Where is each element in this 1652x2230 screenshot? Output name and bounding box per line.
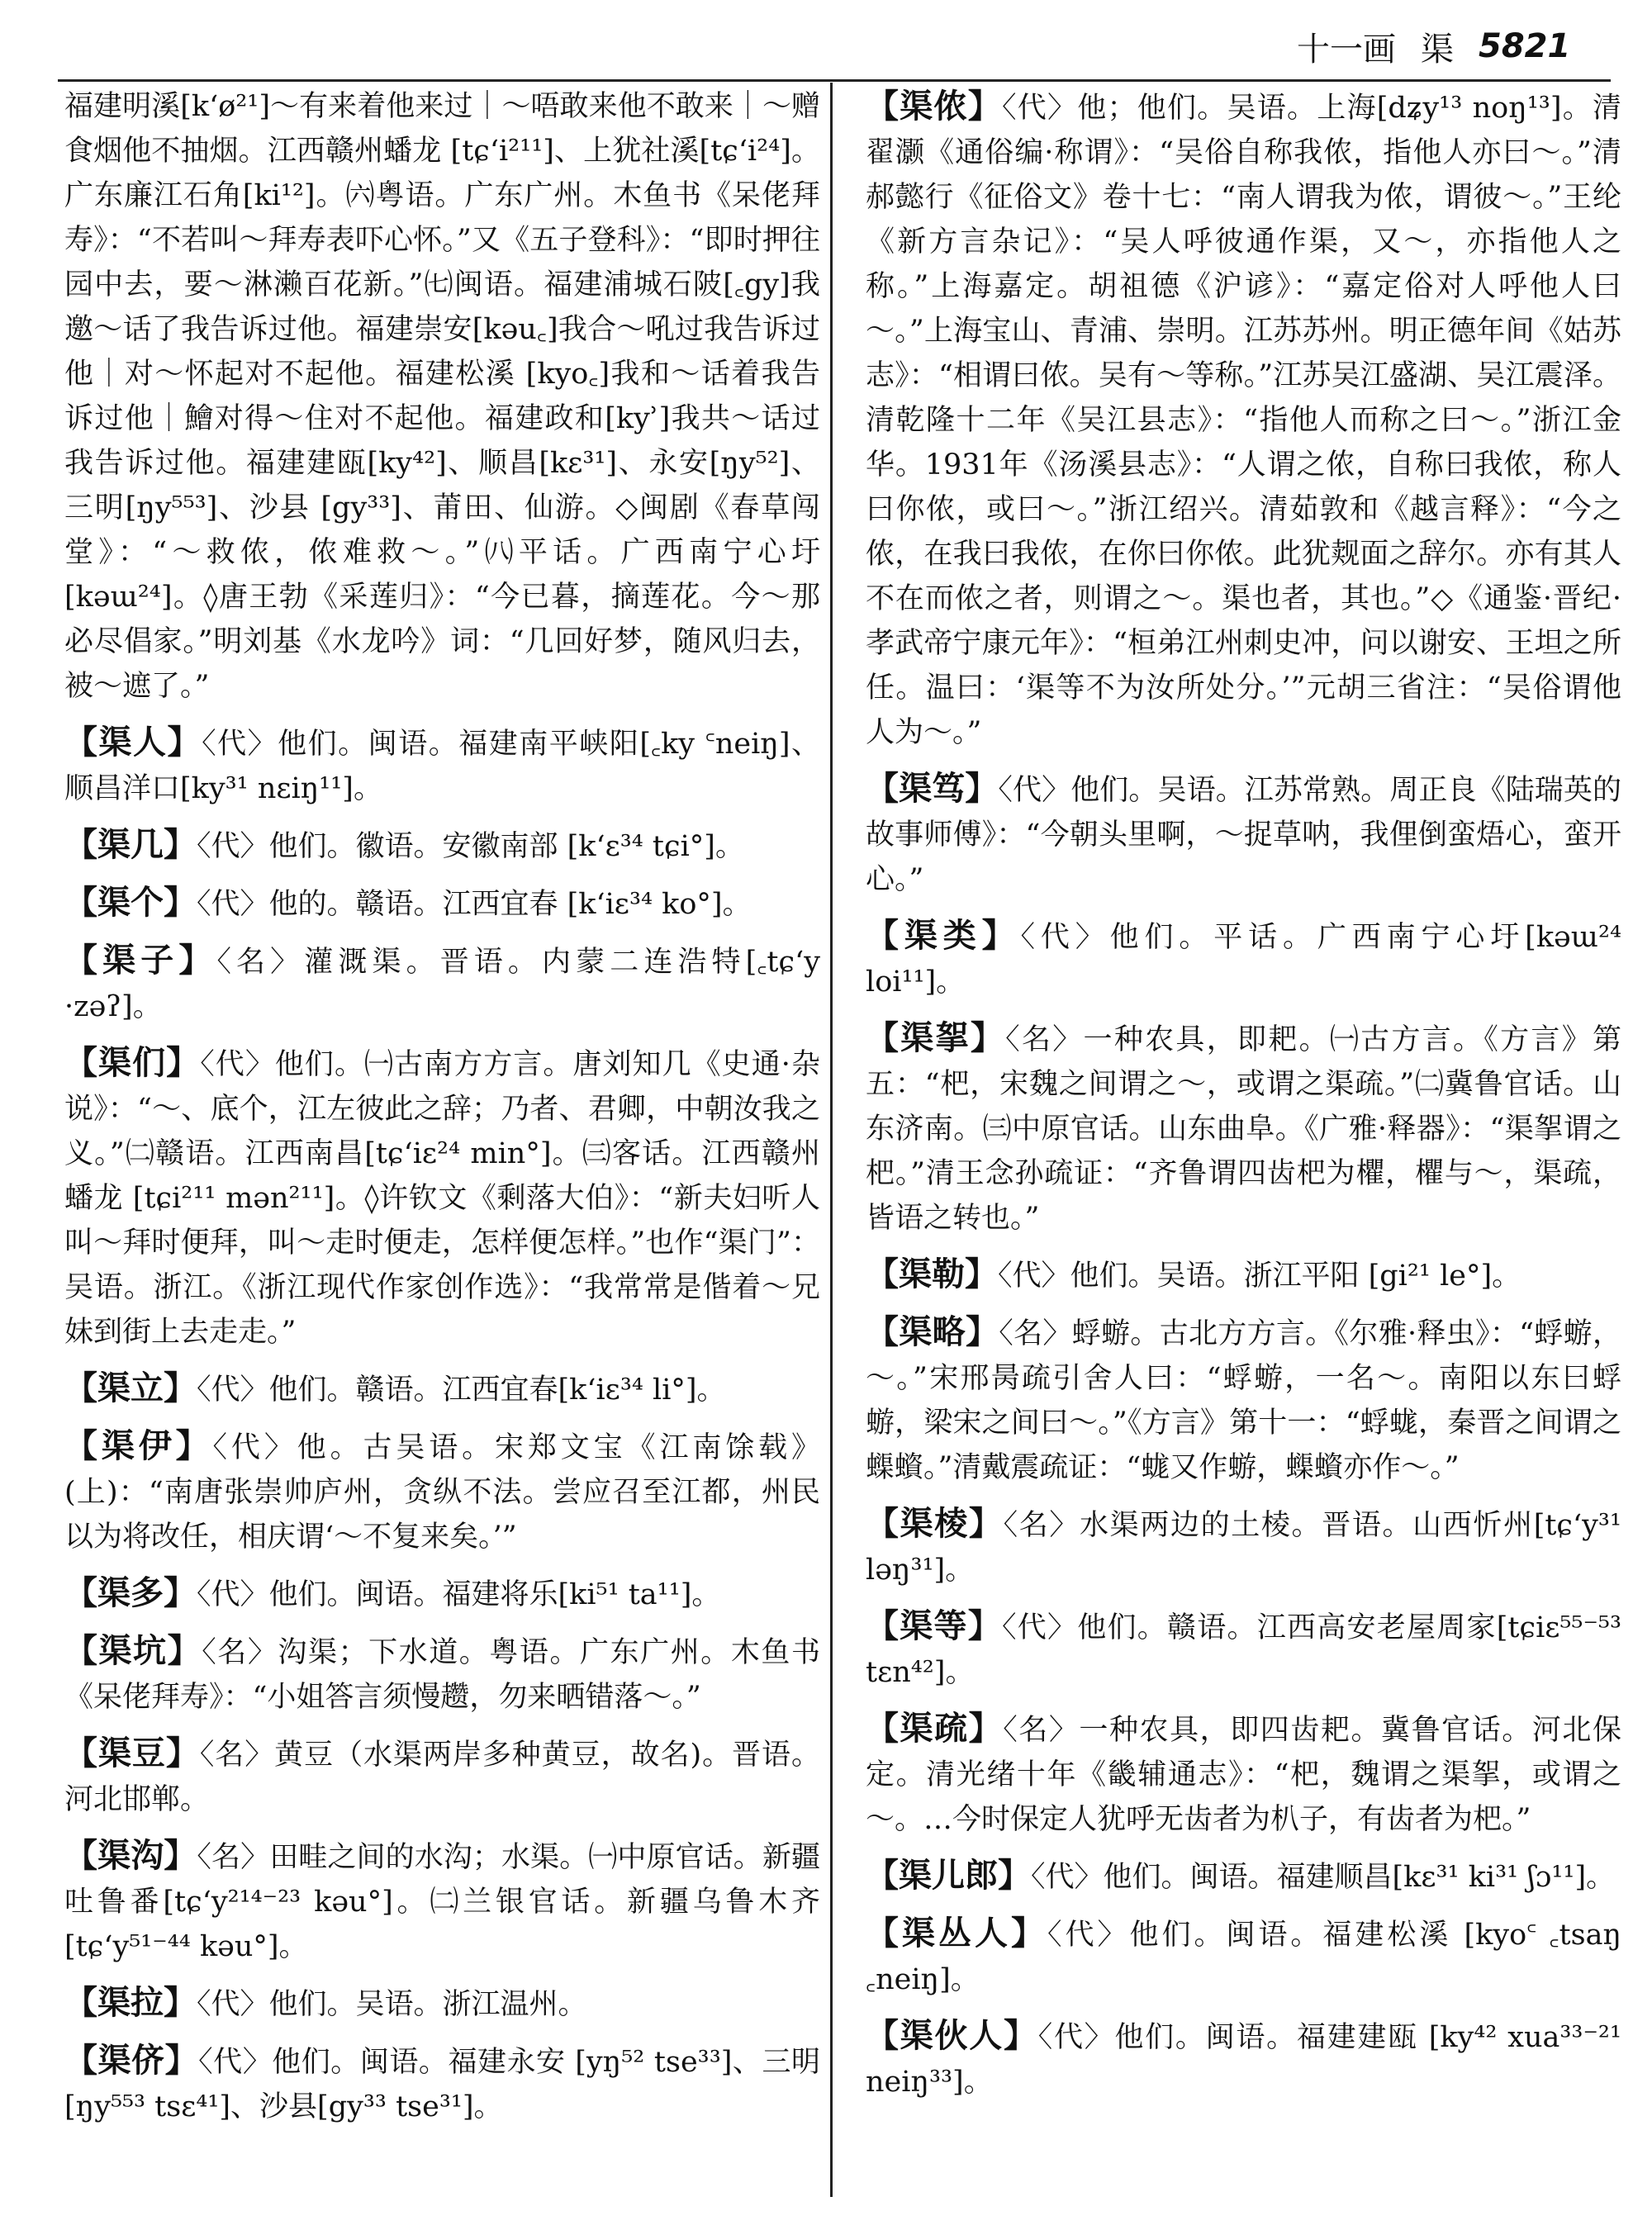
dictionary-entry bbox=[64, 938, 820, 1029]
entry-definition: 〈代〉他们。闽语。福建将乐[ki⁵¹ ta¹¹]。 bbox=[197, 1578, 721, 1611]
entry-headword: 【渠伙人】 bbox=[866, 2016, 1038, 2055]
entry-definition: 〈代〉他们。闽语。福建顺昌[kɛ³¹ ki³¹ ʃɔ¹¹]。 bbox=[1031, 1861, 1616, 1894]
dictionary-entry bbox=[64, 1834, 820, 1969]
header-rule bbox=[58, 79, 1611, 82]
entry-definition: 〈名〉一种农具，即耙。㈠古方言。《方言》第五：“杷，宋魏之间谓之～，或谓之渠疏。”㈡冀鲁官话。山东济南。㈢中原官话。山东曲阜。《广雅·释器》：“渠挐谓之杷。”清王念孙疏证：“齐鲁谓四齿杷为欋，欋与～，渠疏，皆语之转也。” bbox=[866, 1023, 1621, 1235]
entry-definition: 〈名〉黄豆（水渠两岸多种黄豆，故名)。晋语。河北邯郸。 bbox=[64, 1739, 820, 1816]
entry-definition: 〈名〉水渠两边的土棱。晋语。山西忻州[tɕ‘y³¹ ləŋ³¹]。 bbox=[866, 1509, 1621, 1587]
entry-headword: 【渠立】 bbox=[64, 1369, 197, 1407]
dictionary-entry bbox=[866, 766, 1621, 902]
entry-headword: 【渠个】 bbox=[64, 883, 197, 922]
entry-definition: 〈代〉他们。赣语。江西高安老屋周家[tɕiɛ⁵⁵⁻⁵³ tɛn⁴²]。 bbox=[866, 1611, 1621, 1689]
entry-headword: 【渠丛人】 bbox=[866, 1914, 1047, 1952]
dictionary-entry bbox=[866, 913, 1621, 1004]
entry-definition: 〈名〉灌溉渠。晋语。内蒙二连浩特[꜀tɕ‘y ·zəʔ]。 bbox=[64, 946, 820, 1023]
entry-definition: 〈名〉一种农具，即四齿耙。冀鲁官话。河北保定。清光绪十年《畿辅通志》：“杷，魏谓之渠挐，或谓之～。…今时保定人犹呼无齿者为朳子，有齿者为杷。” bbox=[866, 1714, 1621, 1836]
section-label: 十一画 bbox=[1297, 30, 1396, 69]
entry-definition: 〈代〉他们。赣语。江西宜春[k‘iɛ³⁴ li°]。 bbox=[197, 1374, 726, 1407]
entry-headword: 【渠类】 bbox=[866, 916, 1021, 955]
entry-headword: 【渠勒】 bbox=[866, 1255, 998, 1293]
dictionary-entry bbox=[866, 1252, 1621, 1298]
entry-definition: 〈名〉沟渠；下水道。粤语。广东广州。木鱼书《呆佬拜寿》：“小姐答言须慢趱，勿来晒错落～。” bbox=[64, 1636, 820, 1714]
entry-definition: 〈代〉他。古吴语。宋郑文宝《江南馀载》(上)：“南唐张崇帅庐州，贪纵不法。尝应召至江都，州民以为将改任，相庆谓‘～不复来矣。’” bbox=[64, 1431, 820, 1554]
dictionary-entry bbox=[866, 1310, 1621, 1490]
dictionary-entry bbox=[64, 720, 820, 811]
entry-headword: 【渠疏】 bbox=[866, 1709, 1004, 1748]
entry-headword: 【渠等】 bbox=[866, 1606, 1002, 1645]
dictionary-entry bbox=[866, 84, 1621, 755]
dictionary-entry bbox=[64, 1571, 820, 1617]
dictionary-entry bbox=[64, 1629, 820, 1720]
entry-headword: 【渠棱】 bbox=[866, 1504, 1004, 1543]
entry-headword: 【渠拉】 bbox=[64, 1983, 197, 2022]
dictionary-entry bbox=[64, 1981, 820, 2027]
page-header bbox=[1297, 21, 1611, 71]
right-entry-list bbox=[866, 84, 1621, 2104]
entry-headword: 【渠豆】 bbox=[64, 1734, 200, 1772]
entry-definition: 〈代〉他们。吴语。江苏常熟。周正良《陆瑞英的故事师傅》：“今朝头里啊，～捉草呐，我俚倒蛮焐心，蛮开心。” bbox=[866, 774, 1621, 896]
entry-headword: 【渠子】 bbox=[64, 941, 217, 980]
dictionary-entry bbox=[64, 823, 820, 869]
entry-definition: 〈代〉他们。闽语。福建松溪 [kyo꜂ ꜀tsaŋ ꜀neiŋ]。 bbox=[866, 1919, 1621, 1996]
dictionary-entry bbox=[866, 2014, 1621, 2104]
entry-definition: 〈代〉他们。㈠古南方方言。唐刘知几《史通·杂说》：“～、底个，江左彼此之辞；乃者、君卿，中朝汝我之义。”㈡赣语。江西南昌[tɕ‘iɛ²⁴ min°]。㈢客话。江西赣州蟠龙 [tɕi²¹¹ mən²¹¹]。◊许钦文《剩落大伯》：“新夫妇听人叫～拜时便拜，叫～走时便走，怎样便怎样。”也作“渠门”：吴语。浙江。《浙江现代作家创作选》：“我常常是偕着～兄妹到街上去走走。” bbox=[64, 1048, 820, 1349]
entry-headword: 【渠挐】 bbox=[866, 1018, 1006, 1057]
dictionary-entry bbox=[866, 1016, 1621, 1241]
entry-definition: 〈代〉他们。平话。广西南宁心圩[kəɯ²⁴ loi¹¹]。 bbox=[866, 921, 1622, 999]
entry-definition: 〈名〉田畦之间的水沟；水渠。㈠中原官话。新疆吐鲁番[tɕ‘y²¹⁴⁻²³ kəu°]。㈡兰银官话。新疆乌鲁木齐[tɕ‘y⁵¹⁻⁴⁴ kəu°]。 bbox=[64, 1841, 820, 1963]
continued-entry-text: 福建明溪[k‘ø²¹]～有来着他来过｜～唔敢来他不敢来｜～赠食烟他不抽烟。江西赣州蟠龙 [tɕ‘i²¹¹]、上犹社溪[tɕ‘i²⁴]。广东廉江石角[ki¹²]。㈥粤语。广东广州。木鱼书《呆佬拜寿》：“不若叫～拜寿表吓心怀。”又《五子登科》：“即时押往园中去，要～淋濑百花新。”㈦闽语。福建浦城石陂[꜀gy]我邀～话了我告诉过他。福建崇安[kəu꜀]我合～吼过我告诉过他｜对～怀起对不起他。福建松溪 [kyo꜀]我和～话着我告诉过他｜鱠对得～住对不起他。福建政和[kyʾ]我共～话过我告诉过他。福建建瓯[ky⁴²]、顺昌[kɛ³¹]、永安[ŋy⁵²]、三明[ŋy⁵⁵³]、沙县 [gy³³]、莆田、仙游。◇闽剧《春草闯堂》：“～救侬，侬难救～。”㈧平话。广西南宁心圩 [kəɯ²⁴]。◊唐王勃《采莲归》：“今已暮，摘莲花。今～那必尽倡家。”明刘基《水龙吟》词：“几回好梦，随风归去，被～遮了。” bbox=[64, 90, 820, 703]
dictionary-entry bbox=[866, 1706, 1621, 1842]
entry-definition: 〈代〉他们。吴语。浙江温州。 bbox=[197, 1988, 587, 2021]
right-column bbox=[866, 84, 1621, 2116]
dictionary-entry bbox=[64, 1041, 820, 1355]
entry-headword: 【渠几】 bbox=[64, 825, 197, 864]
entry-definition: 〈代〉他们。闽语。福建建瓯 [ky⁴² xua³³⁻²¹ neiŋ³³]。 bbox=[866, 2021, 1621, 2099]
entry-definition: 〈代〉他；他们。吴语。上海[dʑy¹³ noŋ¹³]。清翟灏《通俗编·称谓》：“吴俗自称我侬，指他人亦曰～。”清郝懿行《征俗文》卷十七：“南人谓我为侬，谓彼～。”王纶《新方言杂记》：“吴人呼彼通作渠，又～，亦指他人之称。”上海嘉定。胡祖德《沪谚》：“嘉定俗对人呼他人曰～。”上海宝山、青浦、崇明。江苏苏州。明正德年间《姑苏志》：“相谓曰侬。吴有～等称。”江苏吴江盛湖、吴江震泽。清乾隆十二年《吴江县志》：“指他人而称之曰～。”浙江金华。1931年《汤溪县志》：“人谓之侬，自称曰我侬，称人曰你侬，或曰～。”浙江绍兴。清茹敦和《越言释》：“今之侬，在我曰我侬，在你曰你侬。此犹觌面之辞尔。亦有其人不在而侬之者，则谓之～。渠也者，其也。”◇《通鉴·晋纪·孝武帝宁康元年》：“桓弟江州刺史冲，问以谢安、王坦之所任。温曰：‘渠等不为汝所处分。’”元胡三省注：“吴俗谓他人为～。” bbox=[866, 92, 1621, 749]
entry-headword: 【渠笃】 bbox=[866, 769, 999, 808]
dictionary-entry bbox=[64, 1424, 820, 1559]
entry-definition: 〈代〉他的。赣语。江西宜春 [k‘iɛ³⁴ ko°]。 bbox=[197, 888, 752, 921]
entry-headword: 【渠侬】 bbox=[866, 87, 1002, 126]
entry-definition: 〈代〉他们。闽语。福建南平峡阳[꜀ky ꜂neiŋ]、顺昌洋口[ky³¹ nɛiŋ¹¹]。 bbox=[64, 728, 820, 805]
left-column bbox=[64, 84, 820, 2141]
entry-headword: 【渠伊】 bbox=[64, 1426, 213, 1465]
entry-headword: 【渠们】 bbox=[64, 1043, 201, 1082]
page-number: 5821 bbox=[1479, 27, 1571, 65]
left-entry-list bbox=[64, 720, 820, 2129]
dictionary-entry bbox=[64, 2038, 820, 2129]
entry-headword: 【渠略】 bbox=[866, 1312, 999, 1351]
entry-headword: 【渠人】 bbox=[64, 723, 202, 762]
entry-definition: 〈名〉蜉蝣。古北方方言。《尔雅·释虫》：“蜉蝣，～。”宋邢昺疏引舍人曰：“蜉蝣，一名～。南阳以东曰蜉蝣，梁宋之间曰～。”《方言》第十一：“蜉蛖，秦晋之间谓之蟝蠀。”清戴震疏证：“蛖又作蝣，蟝蠀亦作～。” bbox=[866, 1317, 1622, 1484]
entry-definition: 〈代〉他们。徽语。安徽南部 [k‘ɛ³⁴ tɕi°]。 bbox=[197, 830, 744, 863]
header-character: 渠 bbox=[1421, 30, 1454, 69]
dictionary-entry bbox=[64, 1731, 820, 1822]
dictionary-entry bbox=[64, 1366, 820, 1412]
dictionary-entry bbox=[866, 1502, 1621, 1592]
entry-headword: 【渠多】 bbox=[64, 1573, 197, 1612]
dictionary-entry bbox=[866, 1911, 1621, 2002]
entry-definition: 〈代〉他们。闽语。福建永安 [yŋ⁵² tse³³]、三明 [ŋy⁵⁵³ tsɛ⁴¹]、沙县[gy³³ tse³¹]。 bbox=[64, 2046, 820, 2123]
entry-headword: 【渠坑】 bbox=[64, 1631, 202, 1670]
dictionary-entry bbox=[866, 1604, 1621, 1695]
entry-headword: 【渠侪】 bbox=[64, 2041, 199, 2080]
entry-headword: 【渠沟】 bbox=[64, 1836, 197, 1875]
column-divider bbox=[830, 83, 833, 2197]
dictionary-entry bbox=[866, 1853, 1621, 1900]
entry-definition: 〈代〉他们。吴语。浙江平阳 [gi²¹ le°]。 bbox=[998, 1260, 1521, 1293]
entry-headword: 【渠儿郎】 bbox=[866, 1856, 1031, 1895]
dictionary-entry bbox=[64, 880, 820, 927]
